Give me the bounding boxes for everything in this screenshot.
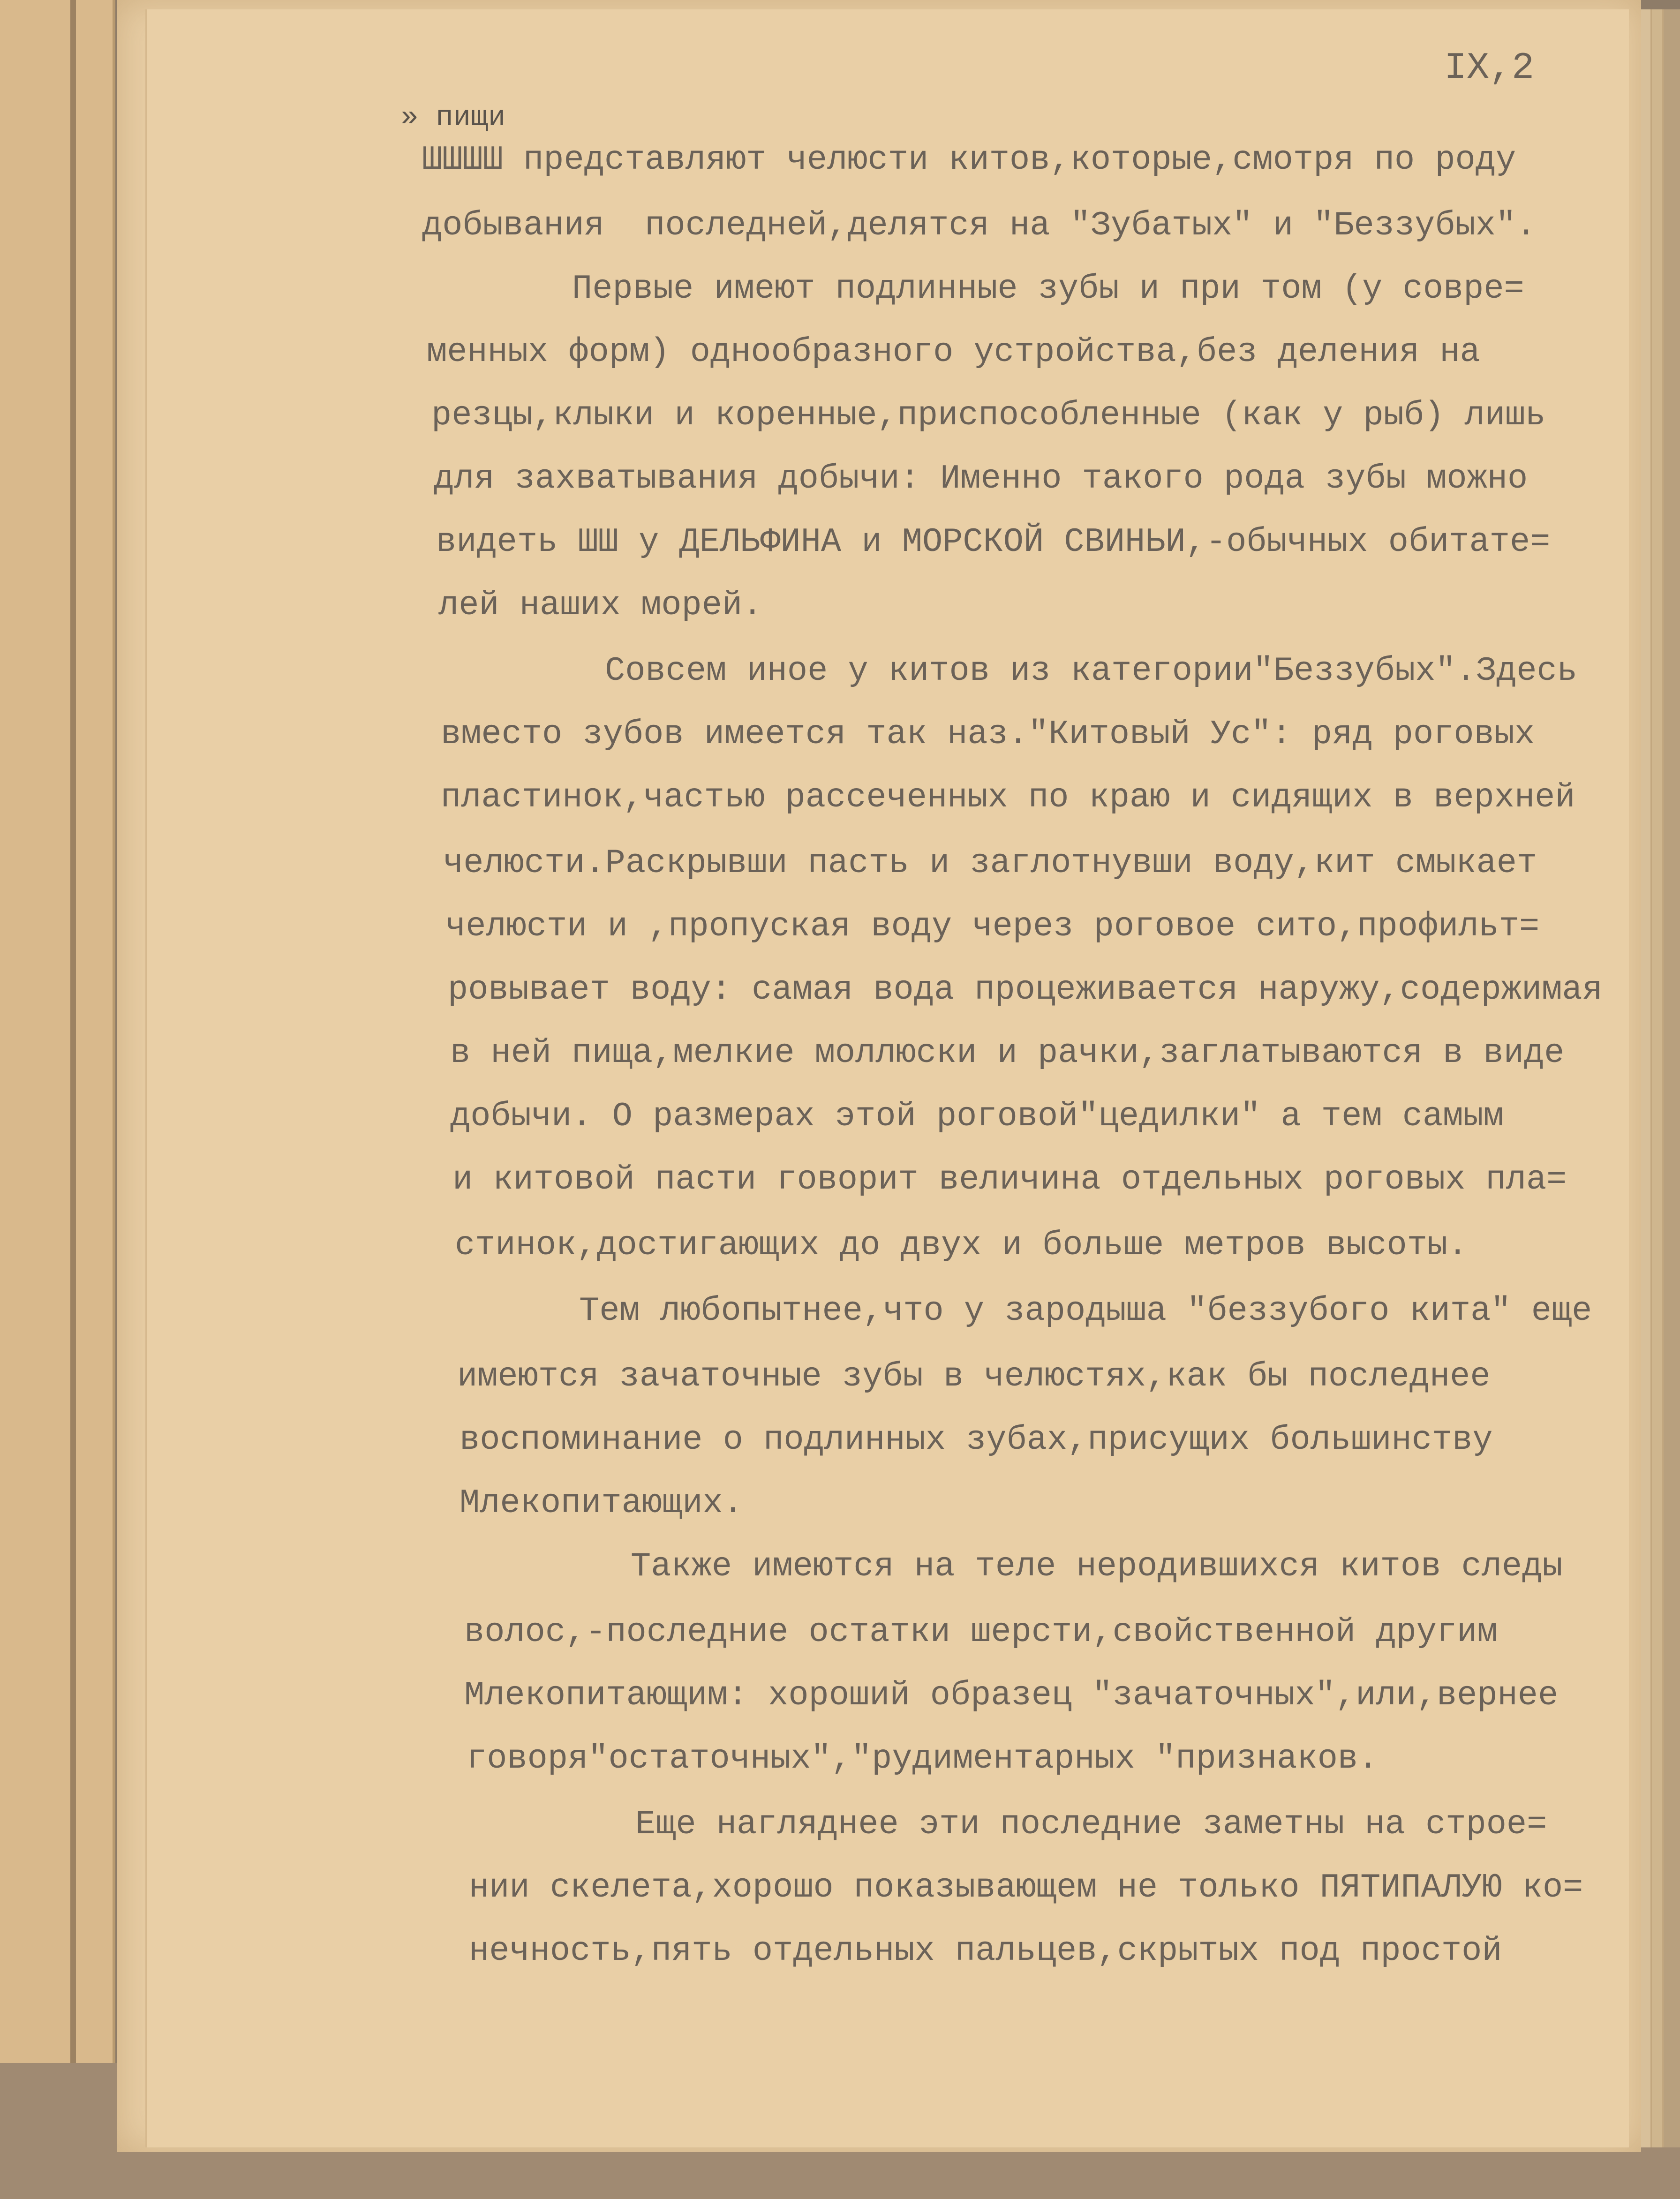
text-line: в ней пища,мелкие моллюски и рачки,заглатываются в виде [450, 1034, 1565, 1072]
text-line: Еще нагляднее эти последние заметны на строе= [635, 1805, 1547, 1844]
text-line: резцы,клыки и коренные,приспособленные (как у рыб) лишь [431, 396, 1546, 435]
text-line: вместо зубов имеется так наз."Китовый Ус": ряд роговых [441, 715, 1535, 753]
text-line: пластинок,частью рассеченных по краю и сидящих в верхней [441, 778, 1575, 817]
text-line: видеть ШШ у ДЕЛЬФИНА и МОРСКОЙ СВИНЬИ,-обычных обитате= [436, 523, 1551, 561]
handwritten-insert: » пищи [401, 101, 506, 134]
back-sheet [1662, 9, 1680, 2147]
text-line: стинок,достигающих до двух и больше метров высоты. [455, 1226, 1468, 1265]
text-line: Первые имеют подлинные зубы и при том (у совре= [572, 270, 1524, 308]
text-line: Млекопитающих. [460, 1484, 743, 1522]
text-line: менных форм) однообразного устройства,без деления на [427, 333, 1480, 371]
page-number: IX,2 [1444, 47, 1535, 90]
text-line: Совсем иное у китов из категории"Беззубых".Здесь [605, 652, 1577, 690]
text-line: говоря"остаточных","рудиментарных "признаков. [467, 1740, 1379, 1778]
text-line: и китовой пасти говорит величина отдельных роговых пла= [452, 1160, 1567, 1199]
text-line: волос,-последние остатки шерсти,свойственной другим [464, 1613, 1498, 1651]
text-line: добычи. О размерах этой роговой"цедилки" а тем самым [450, 1097, 1504, 1136]
text-line: нии скелета,хорошо показывающем не только ПЯТИПАЛУЮ ко= [469, 1868, 1583, 1907]
text-line: ровывает воду: самая вода процеживается наружу,содержимая [448, 971, 1603, 1009]
text-line: челюсти и ,пропуская воду через роговое сито,профильт= [445, 907, 1540, 946]
text-line: Также имеются на теле неродившихся китов следы [631, 1547, 1563, 1586]
folder-fold [70, 0, 76, 2199]
text-line: нечность,пять отдельных пальцев,скрытых под простой [469, 1932, 1502, 1970]
text-line: для захватывания добычи: Именно такого рода зубы можно [434, 459, 1528, 498]
text-line: воспоминание о подлинных зубах,присущих большинству [460, 1421, 1493, 1459]
text-line: ШШШШ представляют челюсти китов,которые,смотря по роду [422, 141, 1516, 179]
text-line: добывания последней,делятся на "Зубатых" и "Беззубых". [422, 206, 1537, 245]
text-line: Тем любопытнее,что у зародыша "беззубого кита" еще [579, 1292, 1592, 1330]
text-line: имеются зачаточные зубы в челюстях,как бы последнее [457, 1357, 1491, 1396]
text-line: лей наших морей. [438, 586, 763, 625]
folder-left-board [0, 0, 115, 2199]
text-line: Млекопитающим: хороший образец "зачаточных",или,вернее [464, 1676, 1559, 1715]
text-line: челюсти.Раскрывши пасть и заглотнувши воду,кит смыкает [443, 844, 1537, 882]
